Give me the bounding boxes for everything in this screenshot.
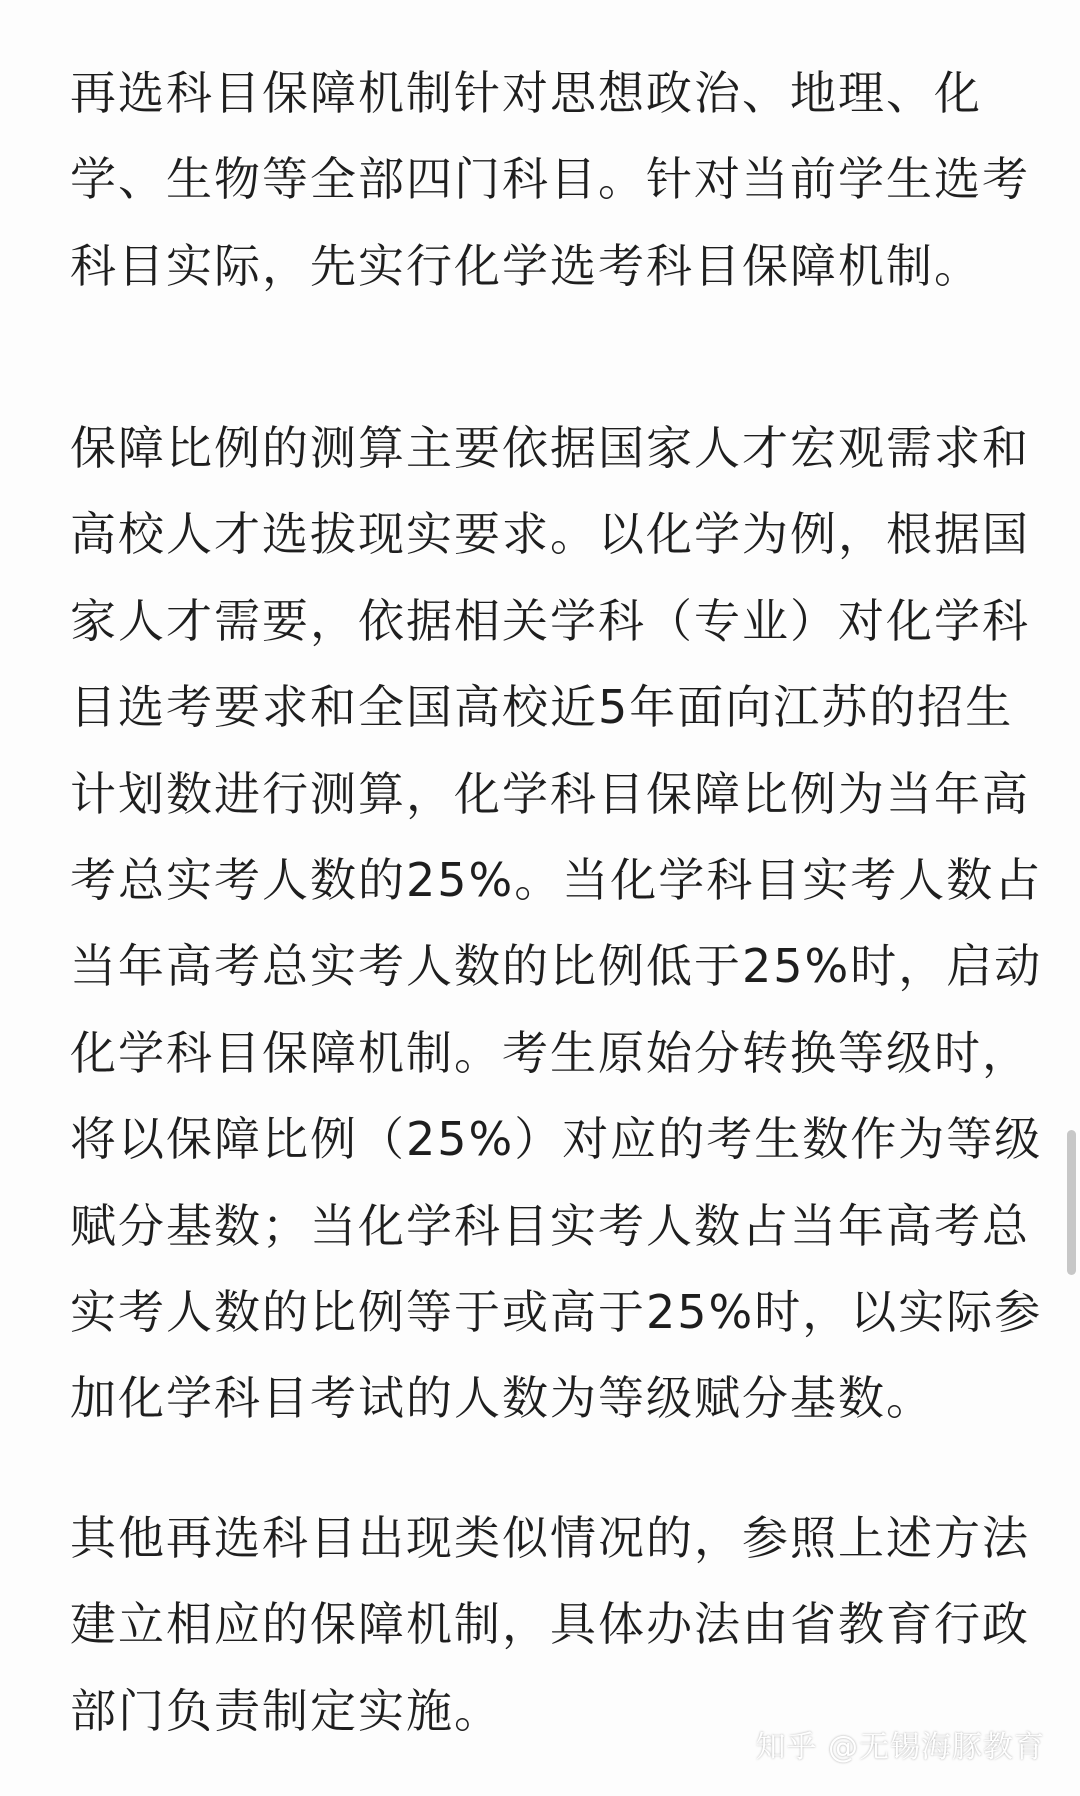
text-line: 家人才需要，依据相关学科（专业）对化学科: [70, 593, 1030, 648]
text-line: 其他再选科目出现类似情况的，参照上述方法: [70, 1511, 1030, 1565]
text-line: 赋分基数；当化学科目实考人数占当年高考总: [70, 1198, 1030, 1253]
text-line: 考总实考人数的25%。当化学科目实考人数占: [70, 852, 1043, 907]
text-line: 目选考要求和全国高校近5年面向江苏的招生: [70, 680, 1014, 735]
text-line: 当年高考总实考人数的比例低于25%时，启动: [70, 939, 1043, 994]
text-line: 高校人才选拔现实要求。以化学为例，根据国: [70, 507, 1030, 562]
text-line: 实考人数的比例等于或高于25%时，以实际参: [70, 1284, 1043, 1339]
zhihu-watermark: 知乎 @无锡海豚教育: [755, 1730, 1045, 1765]
text-line: 化学科目保障机制。考生原始分转换等级时，: [70, 1025, 1030, 1080]
text-line: 学、生物等全部四门科目。针对当前学生选考: [70, 152, 1030, 207]
text-line: 再选科目保障机制针对思想政治、地理、化: [70, 66, 982, 120]
text-line: 部门负责制定实施。: [70, 1683, 502, 1738]
paragraph-1: [70, 50, 1030, 309]
vertical-scrollbar[interactable]: [1067, 1130, 1076, 1275]
paragraph-3: [70, 1495, 1030, 1754]
text-line: 加化学科目考试的人数为等级赋分基数。: [70, 1371, 934, 1426]
text-line: 计划数进行测算，化学科目保障比例为当年高: [70, 766, 1030, 821]
text-line: 科目实际，先实行化学选考科目保障机制。: [70, 238, 982, 293]
text-line: 保障比例的测算主要依据国家人才宏观需求和: [70, 421, 1030, 475]
text-line: 建立相应的保障机制，具体办法由省教育行政: [70, 1597, 1030, 1652]
paragraph-2: [70, 405, 1042, 1442]
text-line: 将以保障比例（25%）对应的考生数作为等级: [70, 1112, 1043, 1167]
